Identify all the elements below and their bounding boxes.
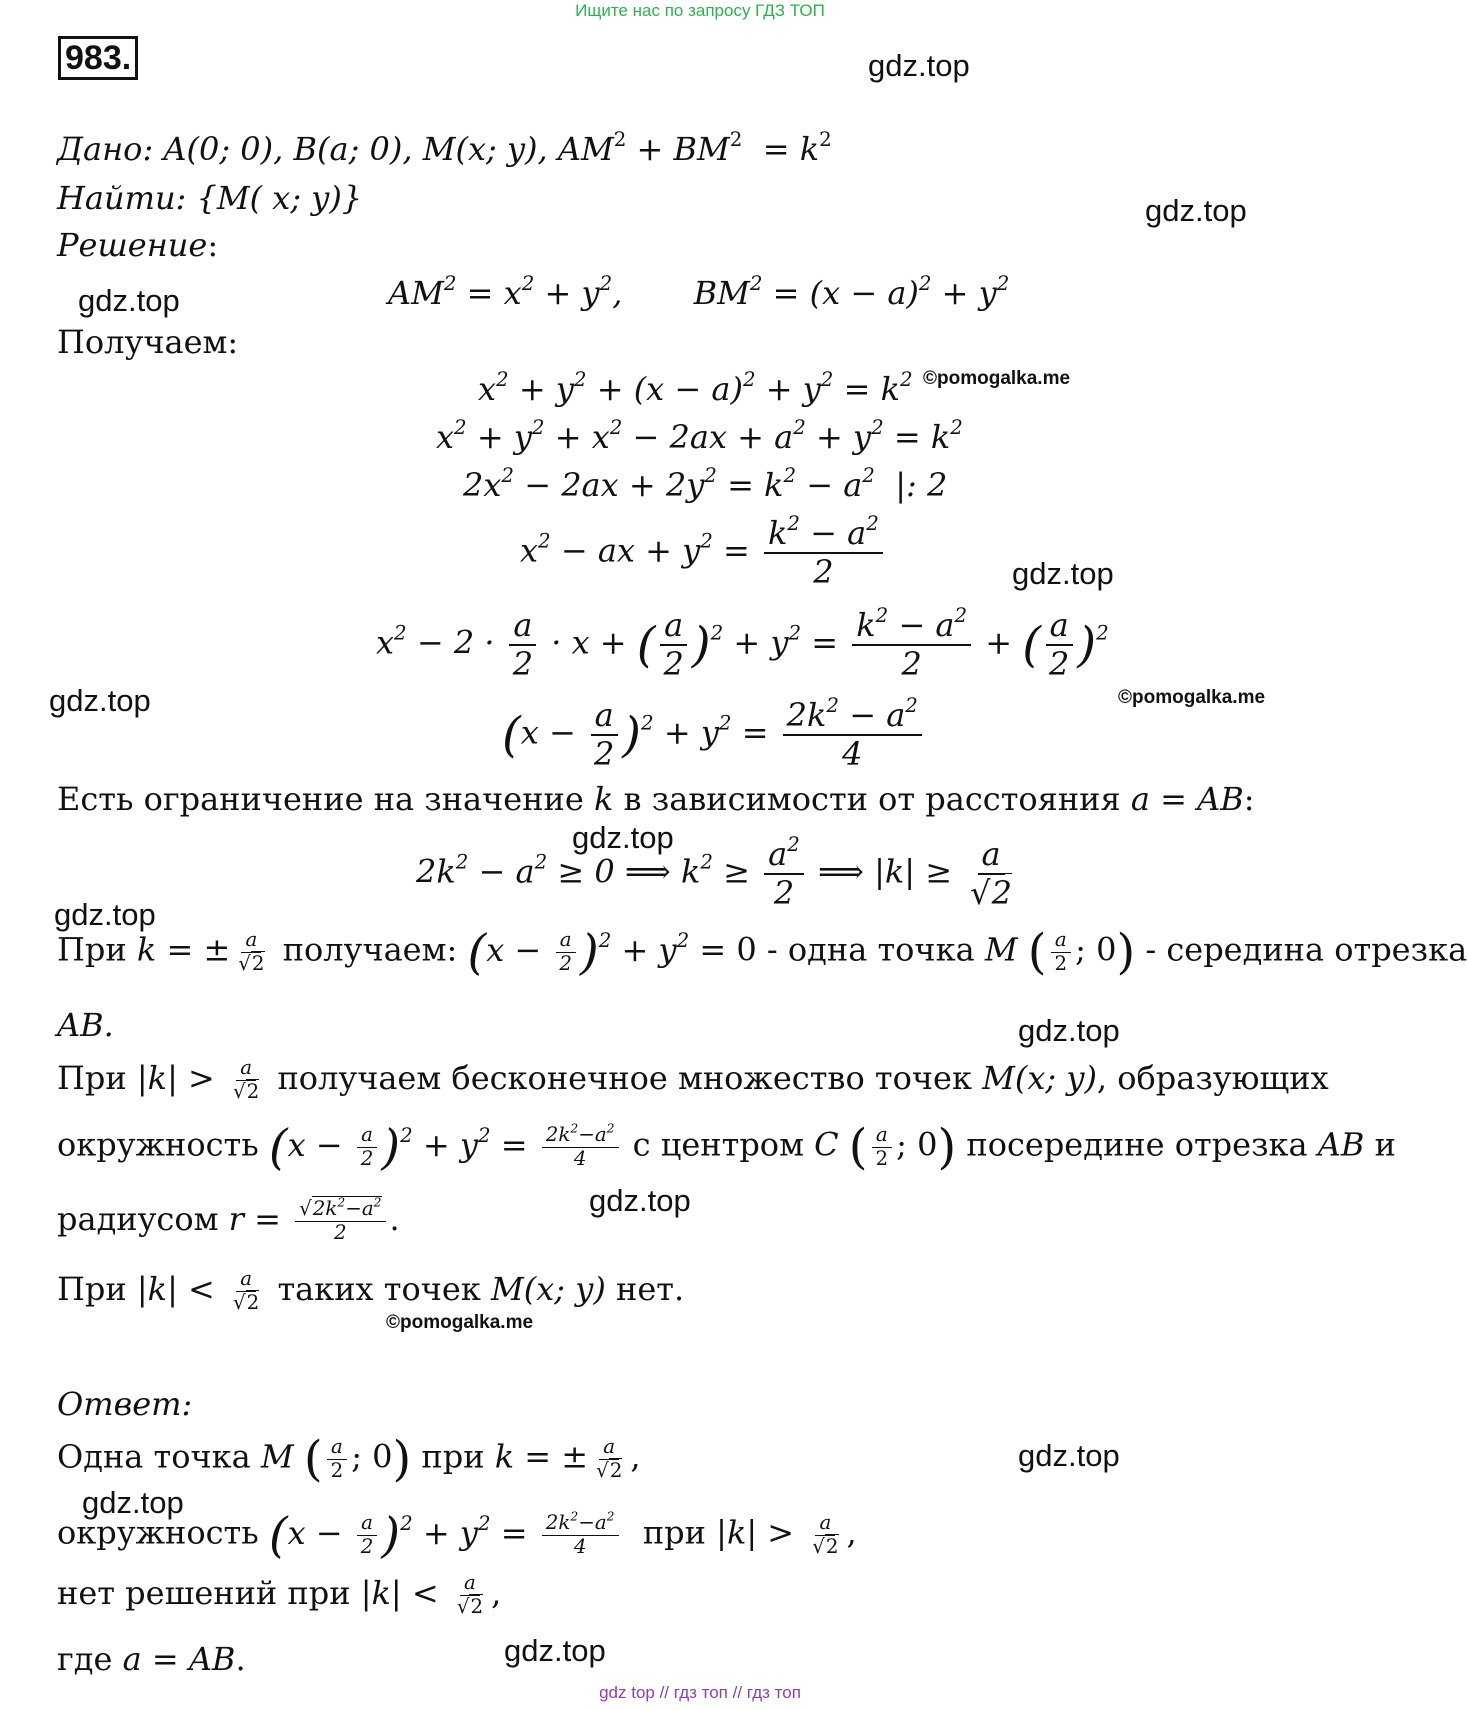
inequality: $2k^2 - a^2 \ge 0$ ⟹ $k^2$ ≥ $\frac{a^2}{2}$ ⟹ |k| ≥ $\frac{a}{√2}$ — [416, 833, 1012, 912]
answer-label: Ответ: — [57, 1385, 193, 1423]
answer-circle: окружность (x − $\frac{a}{2}$ )$^2 + y^2$ = $\frac{2k^2-a^2}{4}$ при |k| > $\frac{a}{√2}$ , — [57, 1507, 857, 1563]
top-banner: Ищите нас по запросу ГДЗ ТОП — [575, 1, 825, 20]
watermark: gdz.top — [504, 1633, 606, 1668]
watermark: gdz.top — [1145, 193, 1247, 228]
watermark: gdz.top — [1018, 1438, 1120, 1473]
equation-4: $x^2$ − ax + $y^2$ = $\frac{k^2 - a^2}{2}$ — [520, 515, 887, 591]
case-less: При |k| < $\frac{a}{√2}$ таких точек M(x; y) нет. — [57, 1267, 685, 1314]
copyright-watermark: ©pomogalka.me — [923, 368, 1071, 389]
watermark: gdz.top — [1018, 1013, 1120, 1048]
copyright-watermark: ©pomogalka.me — [386, 1312, 534, 1333]
copyright-watermark: ©pomogalka.me — [1118, 687, 1266, 708]
distance-formulas: $AM^2 = x^2 + y^2$, $BM^2 = (x - a)^2 + y^2$ — [388, 272, 1010, 312]
restriction-line: Есть ограничение на значение k в зависимости от расстояния a = AB: — [57, 780, 1255, 818]
equation-1: $x^2 + y^2 + (x - a)^2 + y^2 = k^2$ — [478, 368, 913, 408]
ab-line: AB. — [57, 1006, 114, 1044]
watermark: gdz.top — [589, 1183, 691, 1218]
answer-none: нет решений при |k| < $\frac{a}{√2}$ , — [57, 1571, 502, 1618]
equation-2: $x^2 + y^2 + x^2 - 2ax + a^2 + y^2 = k^2$ — [436, 416, 963, 456]
watermark: gdz.top — [572, 820, 674, 855]
text-poluchaem: Получаем: — [57, 323, 239, 361]
watermark: gdz.top — [868, 48, 970, 83]
watermark: gdz.top — [49, 683, 151, 718]
find-line: Найти: {M( x; y)} — [57, 179, 363, 217]
equation-5: $x^2 - 2$ · $\frac{a}{2}$ · x + ( $\frac{a}{2}$ )$^2 + y^2$ = $\frac{k^2 - a^2}{2}$ + ( $\frac{a}{2}$ )$^2$ — [376, 604, 1109, 683]
answer-where: где a = AB. — [57, 1640, 246, 1678]
given-line: Дано: A(0; 0), B(a; 0), M(x; y), $AM^2 + BM^2 = k^2$ — [57, 128, 832, 168]
watermark: gdz.top — [78, 283, 180, 318]
circle-line: окружность (x − $\frac{a}{2}$ )$^2 + y^2$ = $\frac{2k^2-a^2}{4}$ с центром C ( $\frac{a}{2}$ ; 0) посередине отрезка AB и — [57, 1119, 1396, 1175]
case-equal: При k = ± $\frac{a}{√2}$ получаем: (x − $\frac{a}{2}$ )$^2 + y^2 = 0$ - одна точка M ( $\frac{a}{2}$ ; 0) - середина отрезка — [57, 924, 1467, 980]
problem-number: 983. — [58, 36, 138, 80]
given-points: : A(0; 0), B(a; 0), M(x; y), AM — [142, 130, 614, 168]
solution-label: Решение: — [57, 226, 219, 264]
footer-links: gdz top // гдз топ // гдз топ — [599, 1683, 801, 1702]
case-greater: При |k| > $\frac{a}{√2}$ получаем бесконечное множество точек M(x; y), образующих — [57, 1056, 1329, 1103]
equation-3: $2x^2 - 2ax + 2y^2 = k^2 - a^2$ |: 2 — [463, 464, 948, 504]
radius-line: радиусом r = $\frac{√2k^2-a^2}{2}$ . — [57, 1195, 400, 1244]
equation-6: (x − $\frac{a}{2}$ )$^2 + y^2$ = $\frac{2k^2 - a^2}{4}$ — [502, 697, 926, 773]
watermark: gdz.top — [54, 897, 156, 932]
watermark: gdz.top — [1012, 556, 1114, 591]
watermark: gdz.top — [82, 1485, 184, 1520]
answer-one-point: Одна точка M ( $\frac{a}{2}$ ; 0) при k = ± $\frac{a}{√2}$ , — [57, 1431, 641, 1487]
